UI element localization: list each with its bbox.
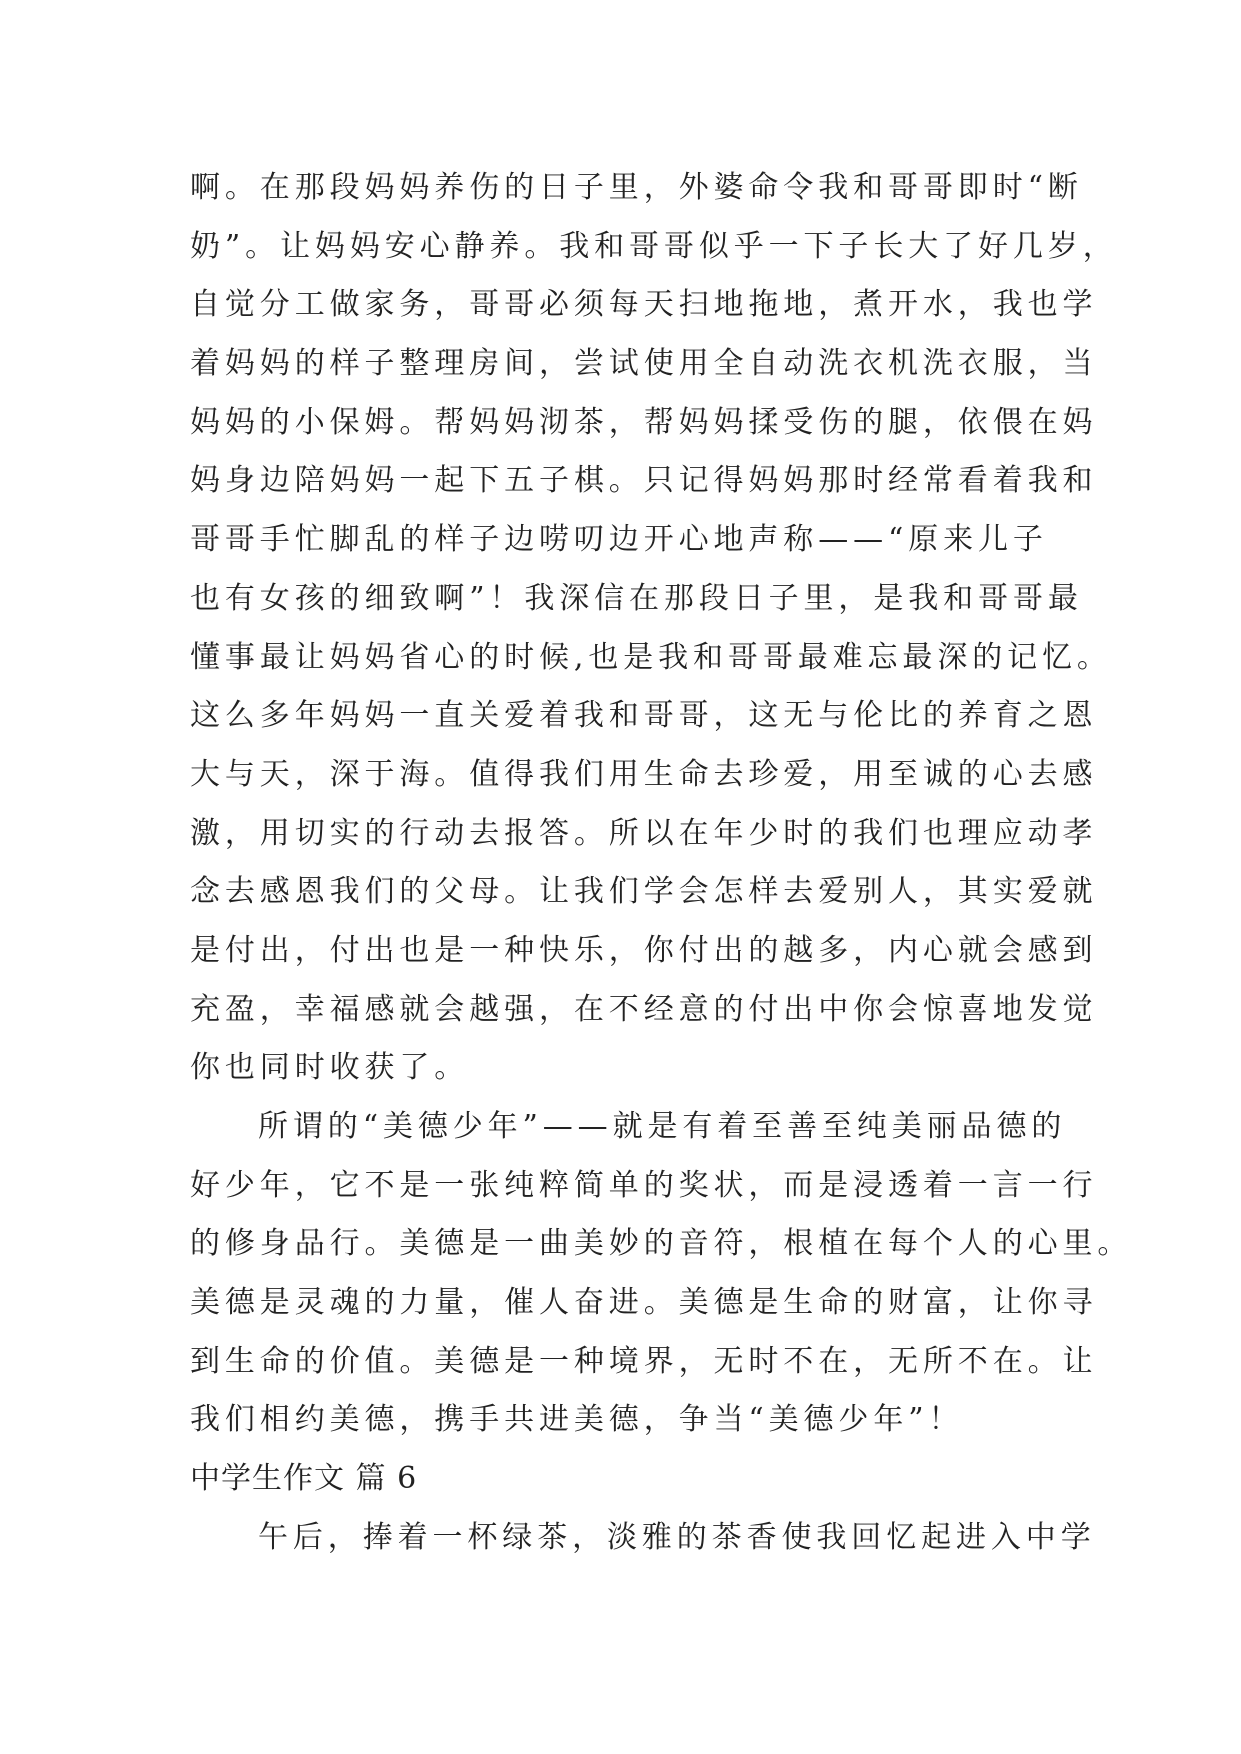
text-line: 好少年，它不是一张纯粹简单的奖状，而是浸透着一言一行 — [190, 1167, 1098, 1203]
text-line: 奶”。让妈妈安心静养。我和哥哥似乎一下子长大了好几岁， — [190, 228, 1118, 264]
text-line: 着妈妈的样子整理房间，尝试使用全自动洗衣机洗衣服，当 — [190, 346, 1098, 382]
text-line: 午后，捧着一杯绿茶，淡雅的茶香使我回忆起进入中学 — [258, 1519, 1096, 1555]
text-line: 念去感恩我们的父母。让我们学会怎样去爱别人，其实爱就 — [190, 874, 1098, 910]
text-line: 妈身边陪妈妈一起下五子棋。只记得妈妈那时经常看着我和 — [190, 463, 1098, 499]
text-line: 自觉分工做家务，哥哥必须每天扫地拖地，煮开水，我也学 — [190, 287, 1098, 323]
section-heading: 中学生作文 篇 6 — [190, 1461, 418, 1497]
text-line: 妈妈的小保姆。帮妈妈沏茶，帮妈妈揉受伤的腿，依偎在妈 — [190, 404, 1098, 440]
paragraph-3 — [190, 1509, 1096, 1568]
text-line: 啊。在那段妈妈养伤的日子里，外婆命令我和哥哥即时“断 — [190, 170, 1083, 205]
paragraph-1 — [190, 159, 1118, 1098]
text-line: 大与天，深于海。值得我们用生命去珍爱，用至诚的心去感 — [190, 756, 1098, 792]
text-line: 到生命的价值。美德是一种境界，无时不在，无所不在。让 — [190, 1343, 1098, 1379]
text-line: 哥哥手忙脚乱的样子边唠叨边开心地声称——“原来儿子 — [190, 522, 1048, 558]
text-line: 所谓的“美德少年”——就是有着至善至纯美丽品德的 — [258, 1109, 1067, 1144]
text-line: 充盈，幸福感就会越强，在不经意的付出中你会惊喜地发觉 — [190, 991, 1098, 1027]
text-line: 激，用切实的行动去报答。所以在年少时的我们也理应动孝 — [190, 815, 1098, 851]
text-line: 我们相约美德，携手共进美德，争当“美德少年”！ — [190, 1402, 964, 1438]
text-line: 美德是灵魂的力量，催人奋进。美德是生命的财富，让你寻 — [190, 1285, 1098, 1321]
text-line: 懂事最让妈妈省心的时候,也是我和哥哥最难忘最深的记忆。 — [190, 639, 1112, 675]
text-line: 你也同时收获了。 — [190, 1050, 470, 1086]
text-line: 是付出，付出也是一种快乐，你付出的越多，内心就会感到 — [190, 932, 1098, 968]
text-line: 也有女孩的细致啊”！我深信在那段日子里，是我和哥哥最 — [190, 580, 1083, 616]
paragraph-2 — [190, 1098, 1133, 1450]
document-body — [190, 159, 1133, 1568]
text-line: 的修身品行。美德是一曲美妙的音符，根植在每个人的心里。 — [190, 1226, 1133, 1262]
text-line: 这么多年妈妈一直关爱着我和哥哥，这无与伦比的养育之恩 — [190, 698, 1098, 734]
